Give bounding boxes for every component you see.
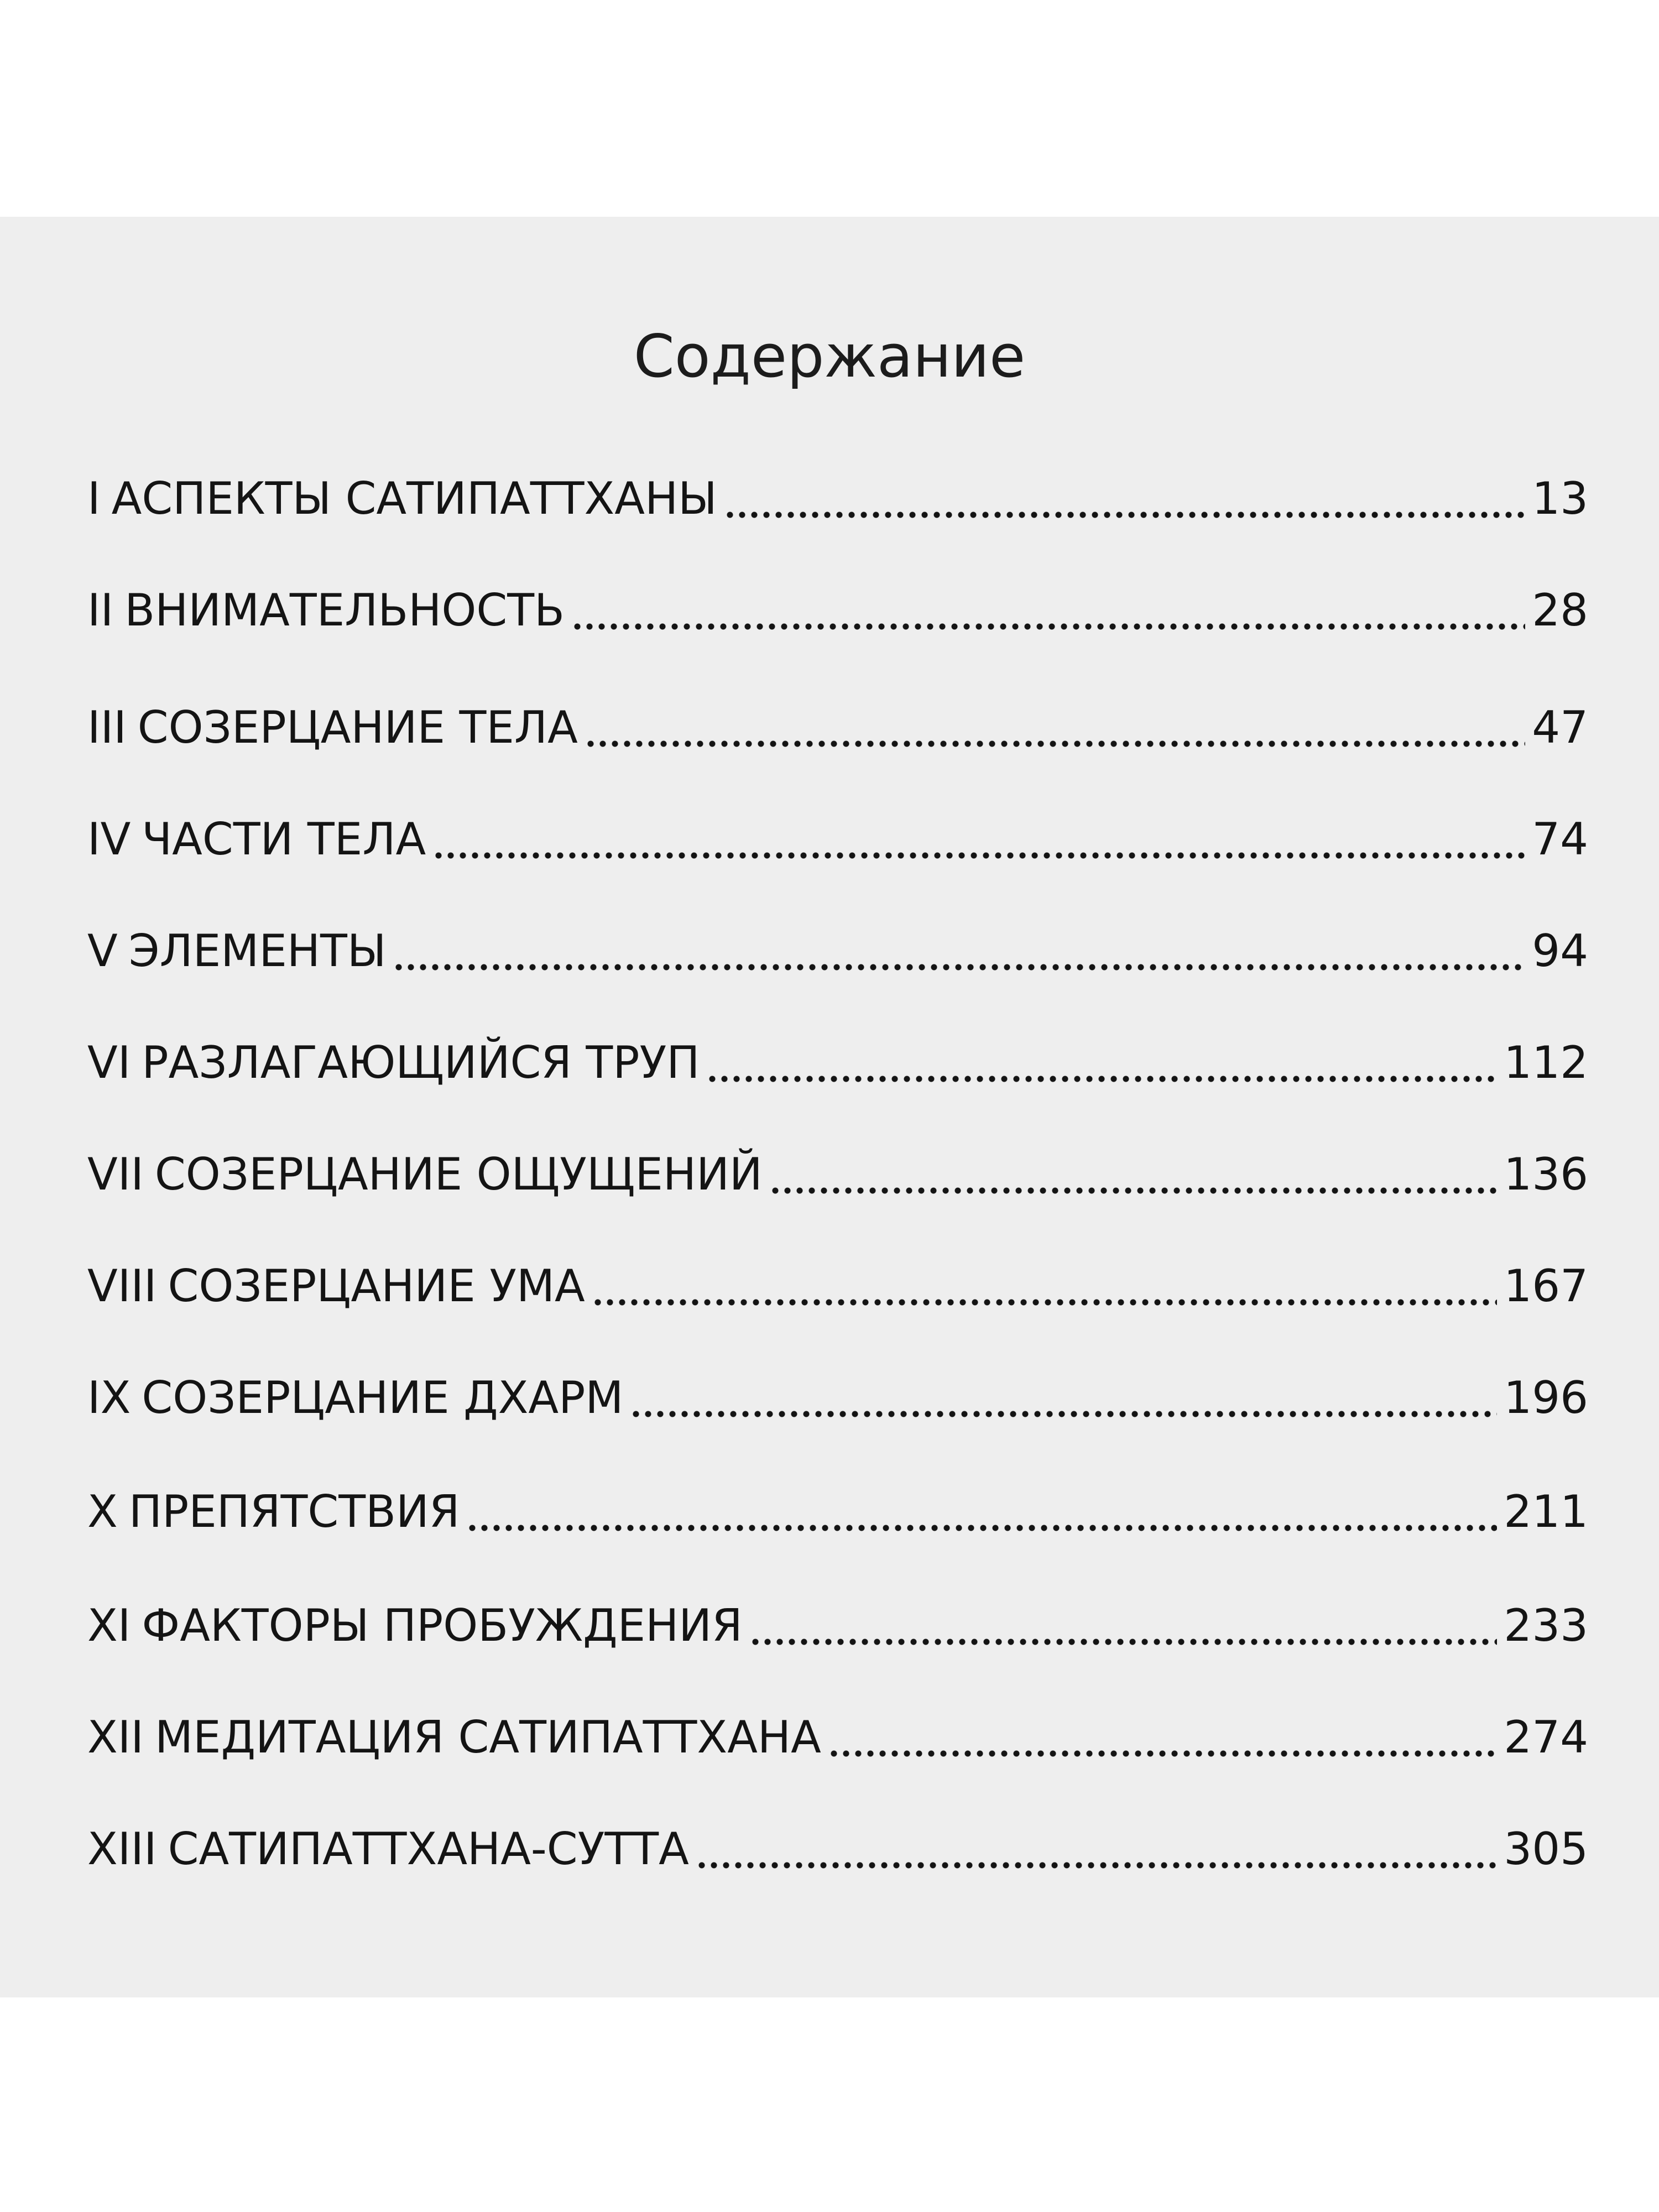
- toc-entry-number: VII: [87, 1149, 144, 1200]
- toc-dot-leader: [828, 1715, 1497, 1760]
- toc-entry: [87, 1149, 1588, 1264]
- toc-entry-page: 233: [1504, 1600, 1588, 1651]
- toc-entry: [87, 585, 1588, 706]
- toc-dot-leader: [696, 1827, 1497, 1871]
- toc-entry: [87, 473, 1588, 588]
- toc-dot-leader: [724, 477, 1525, 521]
- toc-entry-title: СОЗЕРЦАНИЕ ДХАРМ: [142, 1372, 624, 1423]
- toc-entry-number: X: [87, 1486, 118, 1537]
- toc-entry-title: ФАКТОРЫ ПРОБУЖДЕНИЯ: [142, 1600, 743, 1651]
- toc-entry: [87, 1486, 1588, 1604]
- toc-entry-title: СОЗЕРЦАНИЕ ОЩУЩЕНИЙ: [154, 1149, 763, 1200]
- toc-entry-page: 167: [1504, 1260, 1588, 1312]
- toc-dot-leader: [393, 929, 1525, 973]
- toc-dot-leader: [466, 1490, 1497, 1534]
- toc-entry: [87, 813, 1588, 929]
- toc-entry: [87, 1037, 1588, 1152]
- toc-entry-page: 28: [1532, 585, 1588, 636]
- toc-entry-page: 112: [1504, 1037, 1588, 1088]
- toc-entry-number: II: [87, 585, 114, 636]
- toc-entry-number: V: [87, 925, 118, 977]
- toc-entry-number: XIII: [87, 1823, 157, 1875]
- toc-entry-title: СОЗЕРЦАНИЕ ТЕЛА: [137, 702, 578, 753]
- toc-entry-page: 94: [1532, 925, 1588, 977]
- toc-entry-number: IX: [87, 1372, 131, 1423]
- toc-entry-number: VI: [87, 1037, 131, 1088]
- toc-entry: [87, 1712, 1588, 1827]
- toc-entry: [87, 1600, 1588, 1715]
- toc-entry-page: 196: [1504, 1372, 1588, 1423]
- toc-dot-leader: [630, 1376, 1497, 1420]
- toc-entry-page: 136: [1504, 1149, 1588, 1200]
- toc-entry-title: САТИПАТТХАНА-СУТТА: [168, 1823, 689, 1875]
- toc-entry-page: 274: [1504, 1712, 1588, 1763]
- toc-entry-title: ПРЕПЯТСТВИЯ: [128, 1486, 460, 1537]
- toc-dot-leader: [769, 1152, 1498, 1197]
- toc-entry-title: МЕДИТАЦИЯ САТИПАТТХАНА: [155, 1712, 821, 1763]
- toc-entry: [87, 1260, 1588, 1376]
- toc-entry-number: VIII: [87, 1260, 157, 1312]
- page-title: Содержание: [633, 322, 1026, 390]
- toc-entry-number: XII: [87, 1712, 144, 1763]
- toc-entry-title: АСПЕКТЫ САТИПАТТХАНЫ: [111, 473, 717, 524]
- toc-entry-title: ЧАСТИ ТЕЛА: [142, 813, 426, 865]
- toc-entry: [87, 1823, 1588, 1939]
- toc-entry-number: III: [87, 702, 127, 753]
- book-page: [0, 217, 1659, 1997]
- table-of-contents: [87, 473, 1588, 1939]
- toc-entry: [87, 702, 1588, 817]
- toc-entry-number: I: [87, 473, 101, 524]
- toc-dot-leader: [432, 817, 1525, 862]
- toc-entry: [87, 925, 1588, 1041]
- toc-entry-title: ВНИМАТЕЛЬНОСТЬ: [124, 585, 565, 636]
- toc-entry-page: 211: [1504, 1486, 1588, 1537]
- toc-entry-title: ЭЛЕМЕНТЫ: [128, 925, 387, 977]
- toc-entry: [87, 1372, 1588, 1490]
- toc-dot-leader: [592, 1264, 1498, 1308]
- toc-entry-number: XI: [87, 1600, 131, 1651]
- toc-entry-number: IV: [87, 813, 131, 865]
- toc-entry-page: 74: [1532, 813, 1588, 865]
- toc-entry-page: 305: [1504, 1823, 1588, 1875]
- toc-entry-title: РАЗЛАГАЮЩИЙСЯ ТРУП: [142, 1037, 700, 1088]
- toc-dot-leader: [571, 588, 1525, 633]
- toc-entry-title: СОЗЕРЦАНИЕ УМА: [168, 1260, 585, 1312]
- toc-dot-leader: [585, 706, 1525, 750]
- toc-dot-leader: [706, 1041, 1497, 1085]
- toc-entry-page: 13: [1532, 473, 1588, 524]
- toc-dot-leader: [749, 1604, 1498, 1648]
- toc-entry-page: 47: [1532, 702, 1588, 753]
